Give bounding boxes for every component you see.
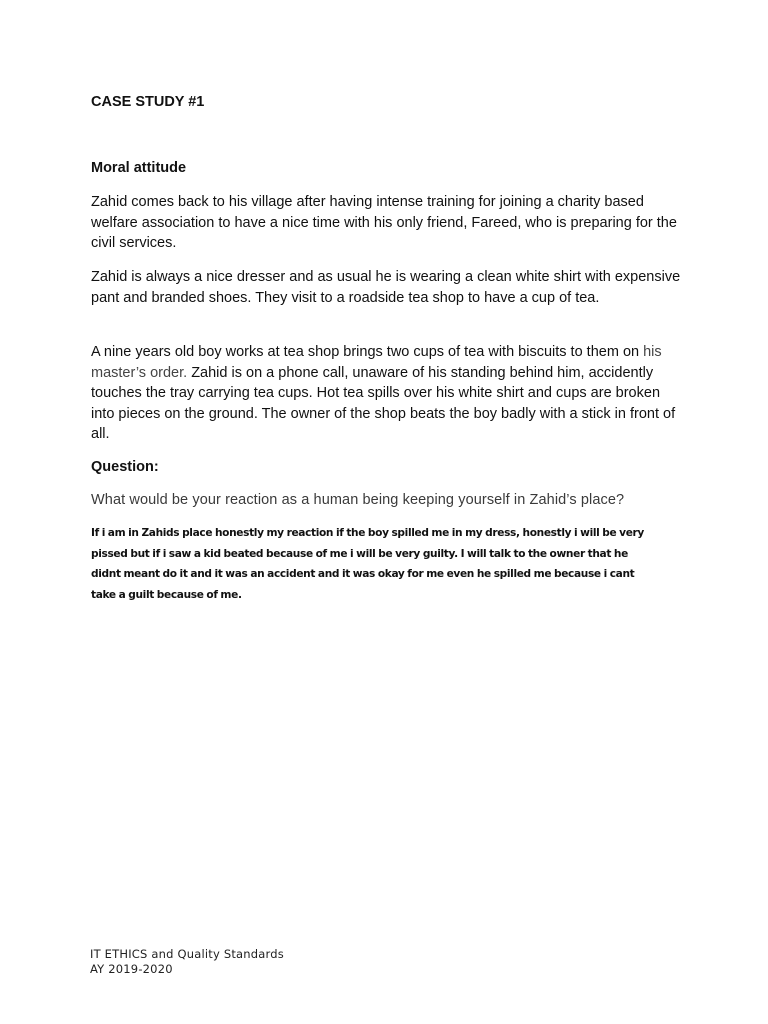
- paragraph-3: [91, 342, 683, 445]
- case-study-title: CASE STUDY #1: [91, 94, 205, 110]
- footer-academic-year: AY 2019-2020: [90, 962, 173, 976]
- paragraph-3-text-b: Zahid is on a phone call, unaware of his standing behind him, accidently touches the tray carrying tea cups. Hot tea spills over his white shirt and cups are broken into pieces on the ground. The owner of the shop beats the boy badly with a stick in front of all.: [91, 364, 676, 442]
- answer-text: If i am in Zahids place honestly my reaction if the boy spilled me in my dress, honestly i will be very pissed but if i saw a kid beated because of me i will be very guilty. I will talk to the owner that he didnt meant do it and it was an accident and it was okay for me even he spilled me because i cant take a guilt because of me.: [91, 527, 644, 601]
- paragraph-3-text-muted: his master’s order.: [91, 344, 662, 381]
- page-footer: [90, 947, 284, 977]
- paragraph-1: Zahid comes back to his village after having intense training for joining a charity based welfare association to have a nice time with his only friend, Fareed, who is preparing for the civil services.: [91, 194, 677, 251]
- footer-course-title: IT ETHICS and Quality Standards: [90, 947, 284, 961]
- paragraph-3-text-a: A nine years old boy works at tea shop brings two cups of tea with biscuits to them on: [91, 344, 644, 360]
- question-heading: Question:: [91, 459, 159, 475]
- section-heading: Moral attitude: [91, 160, 187, 176]
- paragraph-2: Zahid is always a nice dresser and as usual he is wearing a clean white shirt with expensive pant and branded shoes. They visit to a roadside tea shop to have a cup of tea.: [91, 269, 681, 306]
- question-text: What would be your reaction as a human being keeping yourself in Zahid’s place?: [91, 492, 625, 508]
